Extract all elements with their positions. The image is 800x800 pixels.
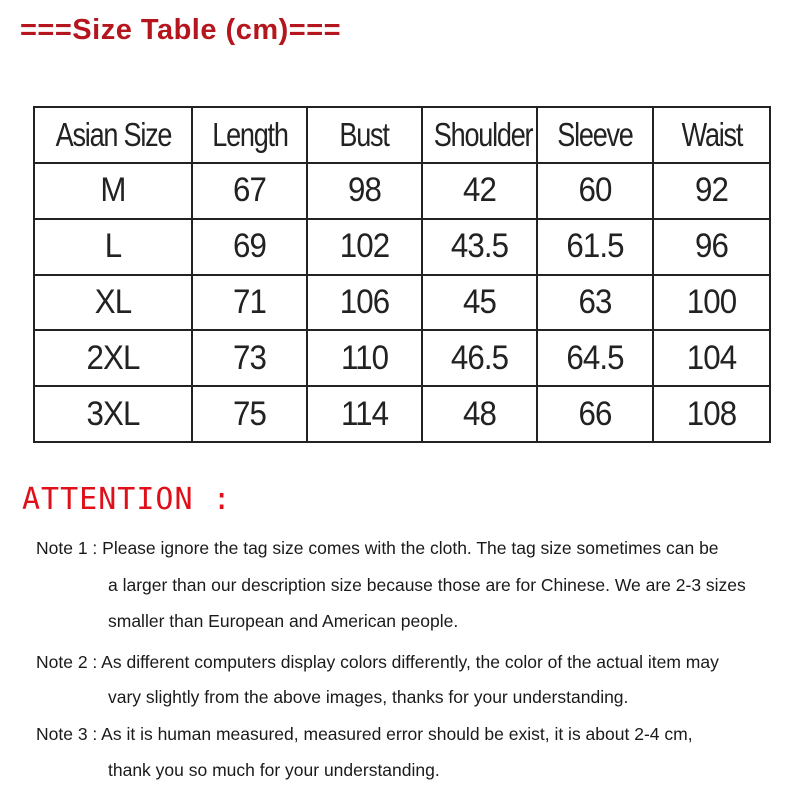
column-header: Waist [653,107,770,163]
attention-heading: ATTENTION : [22,482,232,517]
table-cell: 61.5 [542,219,649,275]
column-header: Asian Size [34,107,192,163]
column-header: Bust [307,107,422,163]
note-2-line-1: Note 2 : As different computers display colors differently, the color of the actual item may [36,652,719,672]
table-cell: 102 [312,219,418,275]
column-header: Length [192,107,307,163]
table-cell: 2XL [40,330,185,386]
note-1-line-3: smaller than European and American people. [108,611,459,631]
table-cell: 46.5 [427,330,533,386]
table-cell: 60 [542,163,649,219]
table-cell: 43.5 [427,219,533,275]
table-cell: 45 [427,275,533,331]
size-table-title: ===Size Table (cm)=== [20,14,342,46]
note-1-line-1: Note 1 : Please ignore the tag size comes with the cloth. The tag size sometimes can be [36,538,719,558]
note-3-line-2: thank you so much for your understanding. [108,760,440,780]
note-3-line-1: Note 3 : As it is human measured, measured error should be exist, it is about 2-4 cm, [36,724,693,744]
table-cell: 110 [312,330,418,386]
table-cell: 106 [312,275,418,331]
table-cell: XL [40,275,185,331]
note-2-line-2: vary slightly from the above images, thanks for your understanding. [108,687,629,707]
table-cell: 42 [427,163,533,219]
table-cell: 63 [542,275,649,331]
table-cell: 75 [197,386,303,442]
table-cell: 104 [658,330,766,386]
table-cell: 48 [427,386,533,442]
table-cell: M [40,163,185,219]
table-cell: 66 [542,386,649,442]
table-cell: 108 [658,386,766,442]
table-cell: 96 [658,219,766,275]
table-cell: 64.5 [542,330,649,386]
table-cell: 73 [197,330,303,386]
table-cell: 3XL [40,386,185,442]
table-cell: 69 [197,219,303,275]
table-cell: 100 [658,275,766,331]
table-cell: L [40,219,185,275]
table-cell: 71 [197,275,303,331]
table-cell: 92 [658,163,766,219]
note-1-line-2: a larger than our description size because those are for Chinese. We are 2-3 sizes [108,575,746,595]
table-cell: 114 [312,386,418,442]
column-header: Shoulder [422,107,537,163]
table-cell: 67 [197,163,303,219]
column-header: Sleeve [537,107,653,163]
table-cell: 98 [312,163,418,219]
